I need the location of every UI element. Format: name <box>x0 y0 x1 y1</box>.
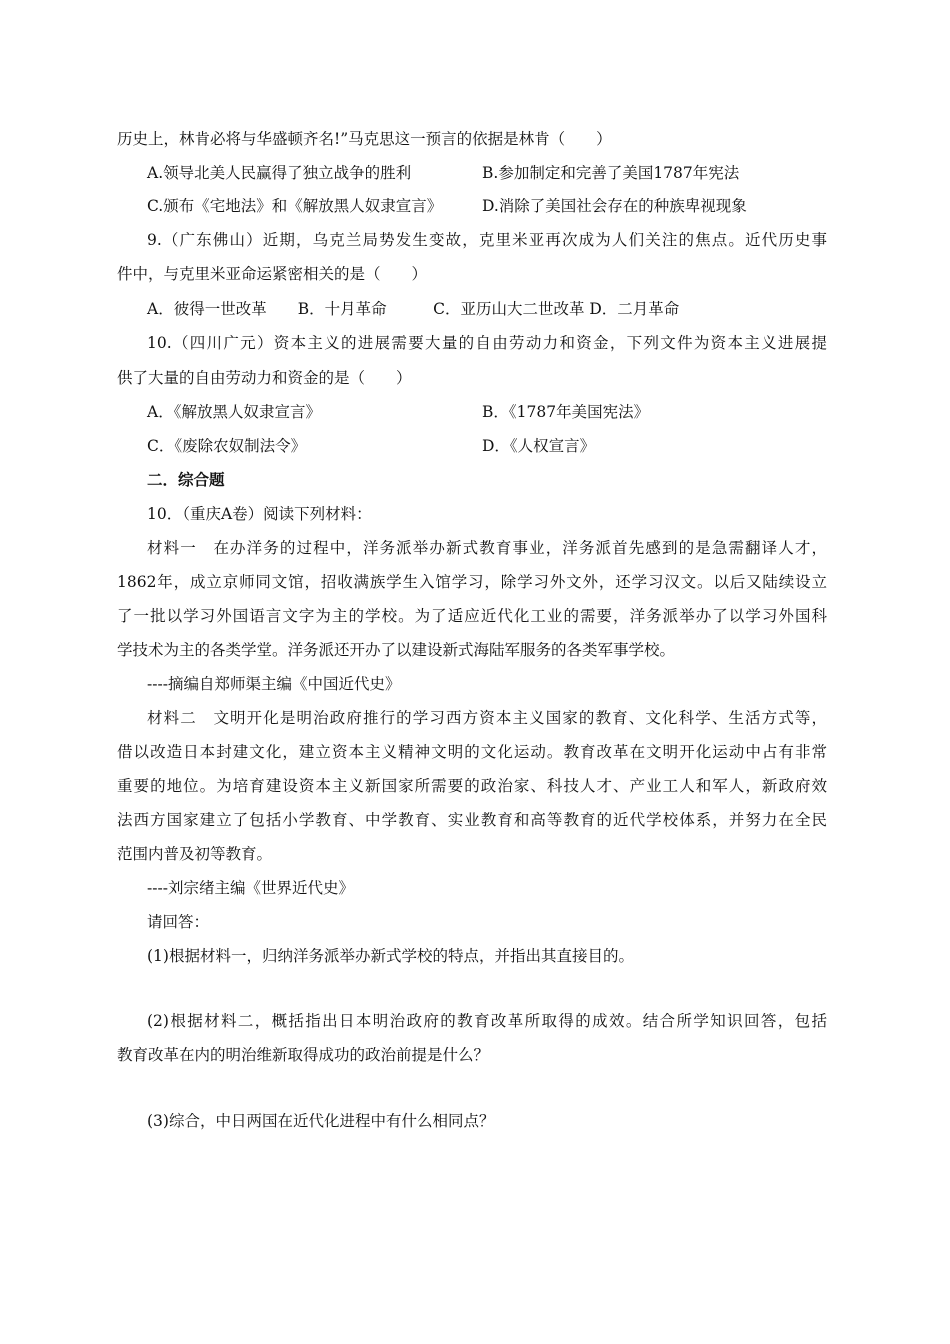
material2-line5: 范围内普及初等教育。 <box>117 845 273 863</box>
sub-question-2-line1: (2)根据材料二，概括指出日本明治政府的教育改革所取得的成效。结合所学知识回答，包括 <box>147 1012 827 1030</box>
material1-line1: 材料一 在办洋务的过程中，洋务派举办新式教育事业，洋务派首先感到的是急需翻译人才， <box>147 539 827 557</box>
material1-source: ----摘编自郑师渠主编《中国近代史》 <box>147 675 401 693</box>
q9-stem-line2: 件中，与克里米亚命运紧密相关的是（ ） <box>117 265 428 283</box>
material1-line3: 了一批以学习外国语言文字为主的学校。为了适应近代化工业的需要，洋务派举办了以学习外国科 <box>117 607 827 625</box>
material1-line2: 1862年，成立京师同文馆，招收满族学生入馆学习，除学习外文外，还学习汉文。以后又陆续设立 <box>117 573 827 591</box>
material2-source: ----刘宗绪主编《世界近代史》 <box>147 879 354 897</box>
question-intro: 10．（重庆A卷）阅读下列材料： <box>147 505 372 523</box>
q8-option-b: B.参加制定和完善了美国1787年宪法 <box>482 164 740 182</box>
q8-stem-continuation: 历史上，林肯必将与华盛顿齐名!”马克思这一预言的依据是林肯（ ） <box>117 130 612 148</box>
material1-line4: 学技术为主的各类学堂。洋务派还开办了以建设新式海陆军服务的各类军事学校。 <box>117 641 676 659</box>
q10-stem-line2: 供了大量的自由劳动力和资金的是（ ） <box>117 369 412 387</box>
sub-question-2-line2: 教育改革在内的明治维新取得成功的政治前提是什么？ <box>117 1046 490 1064</box>
q10-option-c: C．《废除农奴制法令》 <box>147 437 307 455</box>
q8-option-c: C.颁布《宅地法》和《解放黑人奴隶宣言》 <box>147 197 443 215</box>
q10-option-b: B．《1787年美国宪法》 <box>482 403 650 421</box>
q9-options: A．彼得一世改革 B．十月革命 C．亚历山大二世改革 D．二月革命 <box>147 300 680 318</box>
q10-option-d: D．《人权宣言》 <box>482 437 596 455</box>
sub-question-3: (3)综合，中日两国在近代化进程中有什么相同点？ <box>147 1112 495 1130</box>
q9-stem-line1: 9.（广东佛山）近期，乌克兰局势发生变故，克里米亚再次成为人们关注的焦点。近代历史事 <box>147 231 827 249</box>
q10-option-a: A．《解放黑人奴隶宣言》 <box>147 403 321 421</box>
sub-question-1: (1)根据材料一，归纳洋务派举办新式学校的特点，并指出其直接目的。 <box>147 947 634 965</box>
material2-line2: 借以改造日本封建文化，建立资本主义精神文明的文化运动。教育改革在文明开化运动中占有非常 <box>117 743 827 761</box>
material2-line1: 材料二 文明开化是明治政府推行的学习西方资本主义国家的教育、文化科学、生活方式等， <box>147 709 827 727</box>
q8-option-d: D.消除了美国社会存在的种族卑视现象 <box>482 197 747 215</box>
q8-option-a: A.领导北美人民赢得了独立战争的胜利 <box>147 164 412 182</box>
material2-line3: 重要的地位。为培育建设资本主义新国家所需要的政治家、科技人才、产业工人和军人，新政府效 <box>117 777 827 795</box>
section-heading: 二．综合题 <box>147 471 225 489</box>
answer-prompt: 请回答： <box>147 913 210 931</box>
material2-line4: 法西方国家建立了包括小学教育、中学教育、实业教育和高等教育的近代学校体系，并努力在全民 <box>117 811 827 829</box>
q10-stem-line1: 10.（四川广元）资本主义的进展需要大量的自由劳动力和资金，下列文件为资本主义进展提 <box>147 334 827 352</box>
